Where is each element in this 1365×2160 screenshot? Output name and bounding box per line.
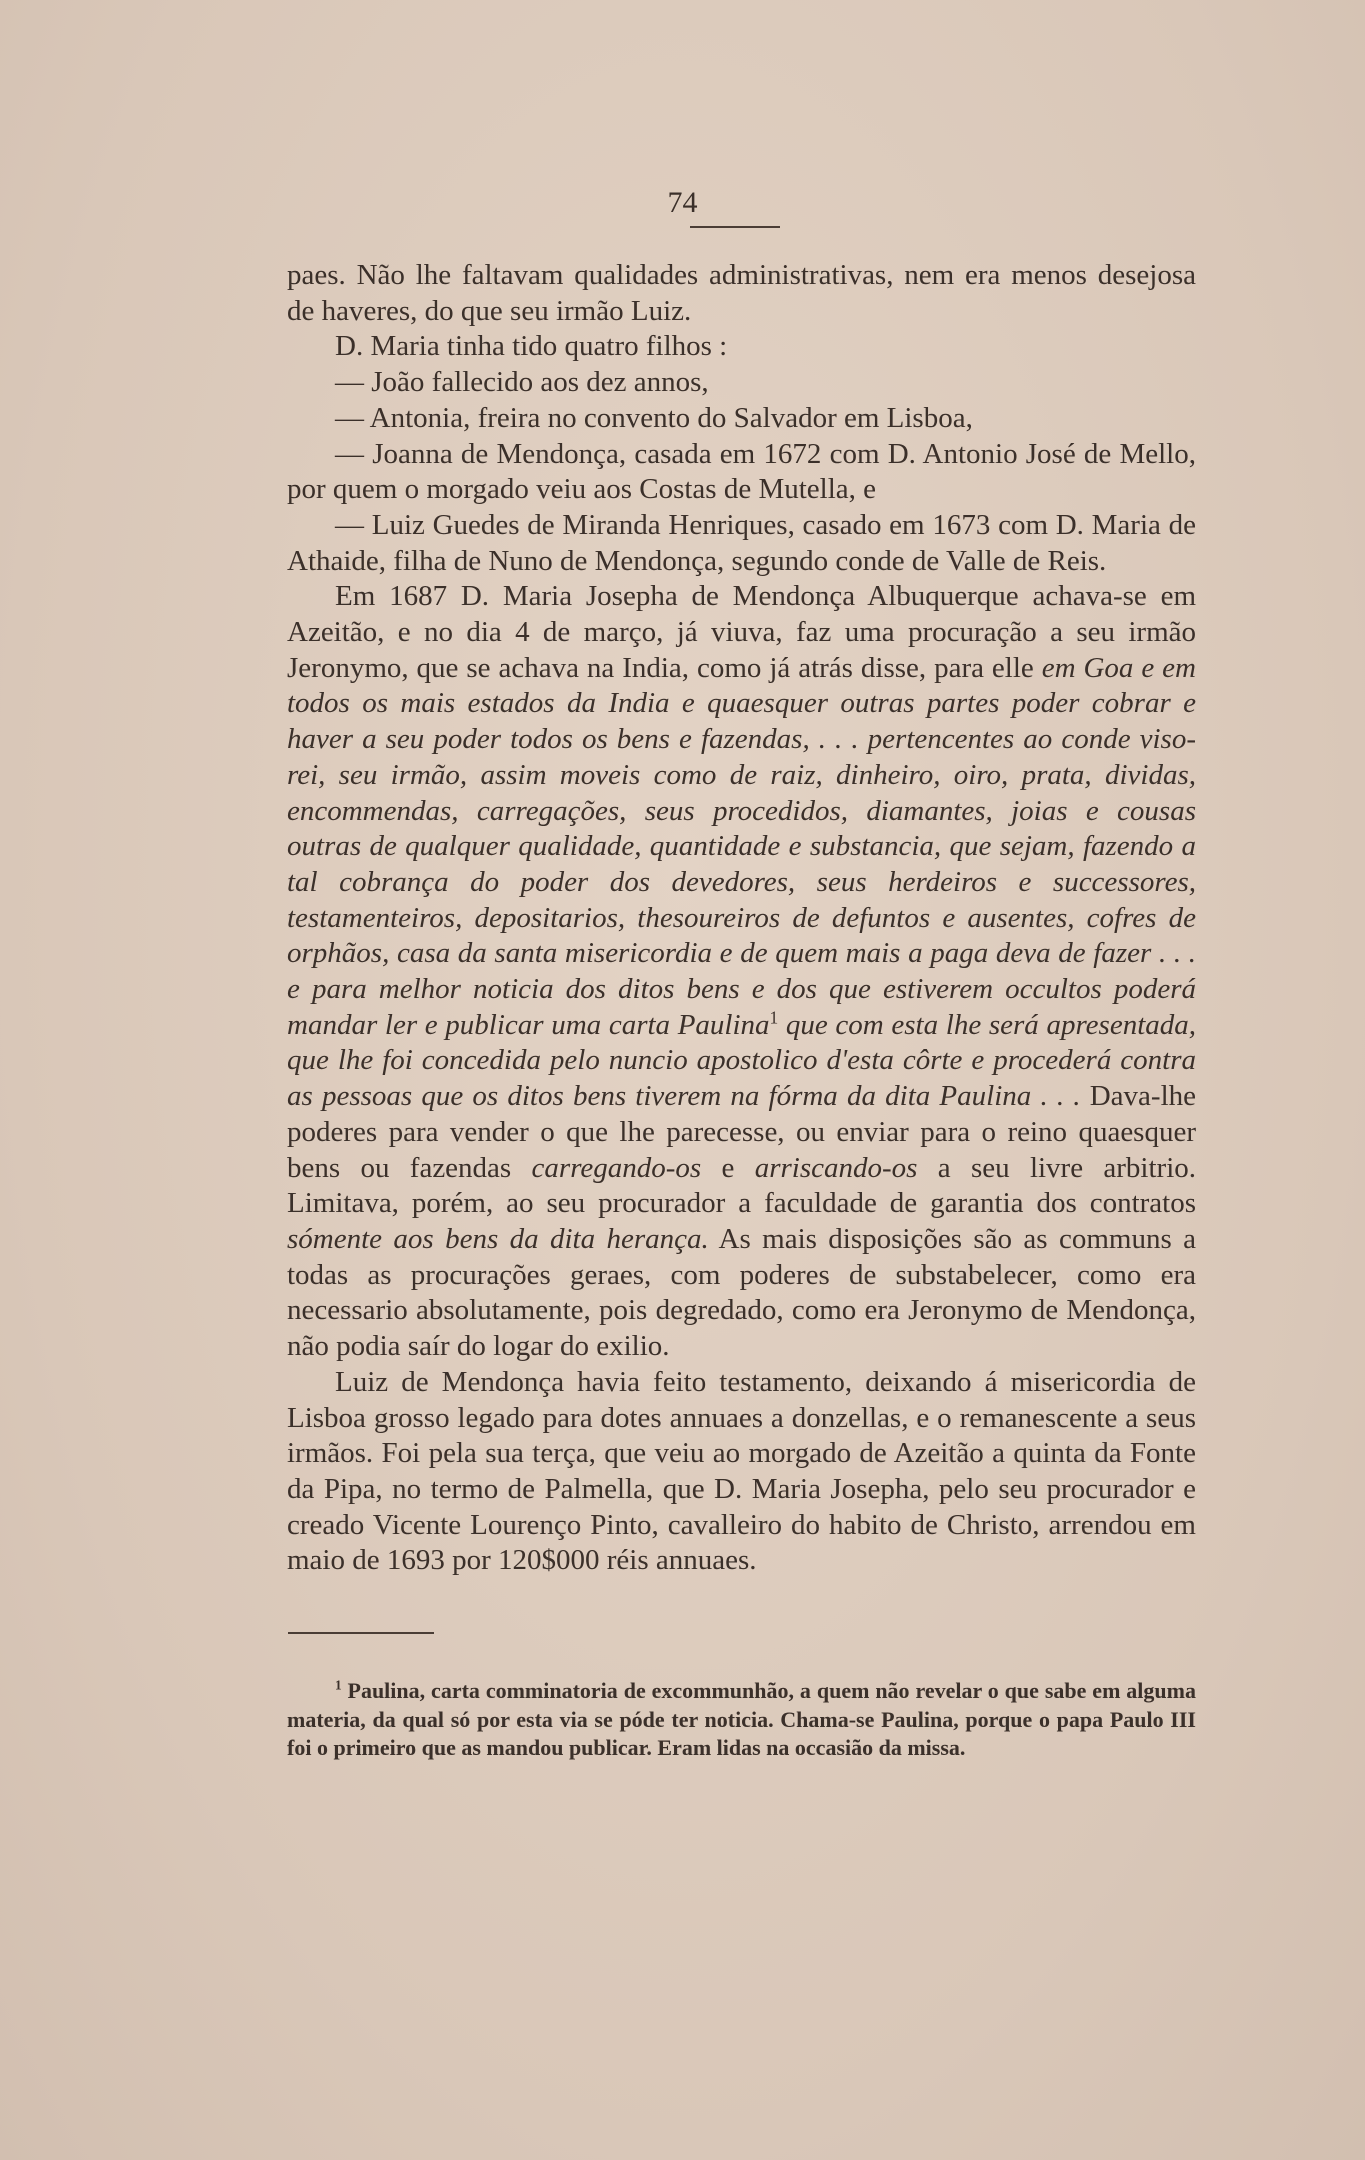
italic-run: arriscando-os <box>754 1151 918 1184</box>
text-run: e <box>701 1151 755 1184</box>
list-item: — Joanna de Mendonça, casada em 1672 com D. Antonio José de Mello, por quem o morgado veiu aos Costas de Mutella, e <box>287 437 1196 506</box>
paragraph: D. Maria tinha tido quatro filhos : <box>335 330 728 363</box>
footnote-ref: 1 <box>769 1007 779 1028</box>
list-item: — João fallecido aos dez annos, <box>335 366 709 399</box>
header-rule <box>690 226 780 228</box>
footnote <box>287 1677 1196 1763</box>
body-text <box>287 258 1196 1579</box>
paragraph: Luiz de Mendonça havia feito testamento, deixando á misericordia de Lisboa grosso legado para dotes annuaes a donzellas, e o remanescente a seus irmãos. Foi pela sua terça, que veiu ao morgado de Azeitão a quinta da Fonte da Pipa, no termo de Palmella, que D. Maria Josepha, pelo seu procurador e creado Vicente Lourenço Pinto, cavalleiro do habito de Christo, arrendou em maio de 1693 por 120$000 réis annuaes. <box>287 1365 1196 1577</box>
footnote-mark: 1 <box>335 1677 342 1693</box>
footnote-text <box>287 1677 1196 1763</box>
text-run: Dava-lhe poderes para vender o que lhe parecesse, ou enviar para o reino quaesquer bens ou fazendas <box>287 1080 1196 1184</box>
page-number: 74 <box>667 186 698 219</box>
italic-run: sómente aos bens da dita herança. <box>287 1222 709 1255</box>
text-run: a seu livre arbitrio. Limitava, porém, ao seu procurador a faculdade de garantia dos contratos <box>287 1151 1197 1220</box>
italic-quote: que com esta lhe será apresentada, que lhe foi concedida pelo nuncio apostolico d'esta côrte e procederá contra as pessoas que os ditos bens tiverem na fórma da dita Paulina . . . <box>287 1008 1196 1113</box>
paragraph: paes. Não lhe faltavam qualidades administrativas, nem era menos desejosa de haveres, do que seu irmão Luiz. <box>287 259 1196 327</box>
italic-run: carregando-os <box>531 1151 702 1184</box>
italic-quote: em Goa e em todos os mais estados da India e quaesquer outras partes poder cobrar e haver a seu poder todos os bens e fazendas, . . . pertencentes ao conde viso-rei, seu irmão, assim moveis como de raiz, dinheiro, oiro, prata, dividas, encommendas, carregações, seus procedidos, diamantes, joias e cousas outras de qualquer qualidade, quantidade e substancia, que sejam, fazendo a tal cobrança do poder dos devedores, seus herdeiros e successores, testamenteiros, depositarios, thesoureiros de defuntos e ausentes, cofres de orphãos, casa da santa misericordia e de quem mais a paga deva de fazer . . . e para melhor noticia dos ditos bens e dos que estiverem occultos poderá mandar ler e publicar uma carta Paulina <box>287 651 1196 1041</box>
paragraph <box>287 579 1196 1364</box>
list-item: — Antonia, freira no convento do Salvador em Lisboa, <box>335 401 973 434</box>
list-item: — Luiz Guedes de Miranda Henriques, casado em 1673 com D. Maria de Athaide, filha de Nuno de Mendonça, segundo conde de Valle de Reis. <box>287 508 1196 577</box>
text-run: As mais disposições são as communs a todas as procurações geraes, com poderes de substabelecer, como era necessario absolutamente, pois degredado, como era Jeronymo de Mendonça, não podia saír do logar do exilio. <box>287 1222 1196 1363</box>
footnote-body: Paulina, carta comminatoria de excommunhão, a quem não revelar o que sabe em alguma materia, da qual só por esta via se póde ter noticia. Chama-se Paulina, porque o papa Paulo III foi o primeiro que as mandou publicar. Eram lidas na occasião da missa. <box>287 1678 1196 1760</box>
footnote-rule <box>288 1632 434 1634</box>
text-run: Em 1687 D. Maria Josepha de Mendonça Albuquerque achava-se em Azeitão, e no dia 4 de março, já viuva, faz uma procuração a seu irmão Jeronymo, que se achava na India, como já atrás disse, para elle <box>287 580 1196 684</box>
